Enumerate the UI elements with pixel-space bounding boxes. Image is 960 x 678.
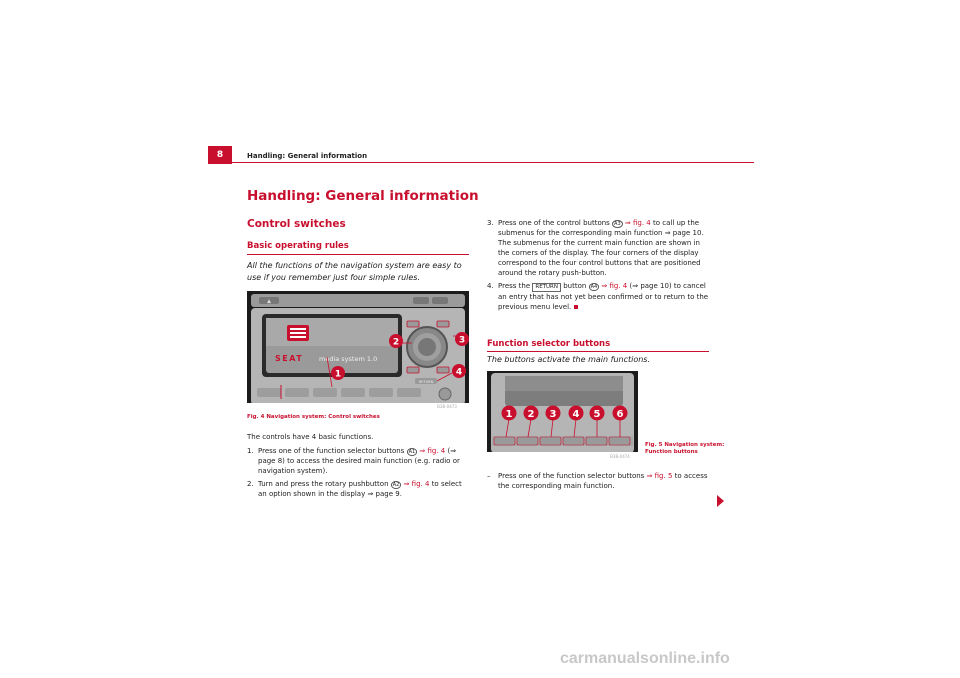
next-page-arrow-icon[interactable] <box>717 495 724 507</box>
svg-text:RETURN: RETURN <box>418 380 434 384</box>
right-bullet <box>487 471 709 491</box>
svg-text:1: 1 <box>505 409 513 420</box>
fig-link[interactable]: ⇒ fig. 5 <box>646 472 673 480</box>
lead-text: The controls have 4 basic functions. <box>247 433 374 441</box>
steps-list-left <box>247 446 469 499</box>
callout-badge-a1: A1 <box>408 449 416 455</box>
svg-text:4: 4 <box>455 367 463 378</box>
svg-text:6: 6 <box>616 409 624 420</box>
svg-text:1: 1 <box>334 369 342 380</box>
svg-text:5: 5 <box>593 409 601 420</box>
fig-link[interactable]: ⇒ fig. 4 <box>419 447 446 455</box>
figure-function-buttons <box>487 371 638 460</box>
svg-text:2: 2 <box>527 409 535 420</box>
function-buttons-illustration <box>487 371 638 460</box>
svg-text:4: 4 <box>572 409 580 420</box>
heading-function-selector-buttons: Function selector buttons <box>487 339 611 349</box>
heading-basic-operating-rules: Basic operating rules <box>247 241 349 251</box>
callout-badge-a4: A4 <box>590 284 598 290</box>
fig-link[interactable]: ⇒ fig. 4 <box>601 282 628 290</box>
callout-badge-a2: A2 <box>392 482 400 488</box>
left-body <box>247 432 469 502</box>
heading-rule <box>487 351 709 352</box>
display-model: media system 1.0 <box>319 355 378 363</box>
callout-badge-a3: A3 <box>614 221 621 227</box>
steps-list-right <box>487 218 709 312</box>
fig-link[interactable]: ⇒ fig. 4 <box>403 480 430 488</box>
figure-code: B3B-0474 <box>610 454 630 459</box>
svg-text:3: 3 <box>549 409 557 420</box>
figure-5-caption: Fig. 5 Navigation system: Function buttons <box>645 442 725 455</box>
figure-4-caption: Fig. 4 Navigation system: Control switches <box>247 414 380 420</box>
svg-text:▲: ▲ <box>267 298 271 305</box>
bullet-item: – Press one of the function selector buttons ⇒ fig. 5 to access the corresponding main function. <box>487 472 708 490</box>
radio-unit-illustration <box>247 291 469 410</box>
watermark: carmanualsonline.info <box>560 650 730 667</box>
return-key-label: RETURN <box>532 283 561 292</box>
header-rule <box>232 162 754 163</box>
fig-link[interactable]: ⇒ fig. 4 <box>624 219 651 227</box>
display-brand: SEAT <box>275 354 304 363</box>
step-4: 4. Press the RETURN button A4 ⇒ fig. 4 (⇒ page 10) to cancel an entry that has not yet been confirmed or to return to the previous menu level. <box>487 282 709 311</box>
svg-text:2: 2 <box>392 337 400 348</box>
intro-text: The buttons activate the main functions. <box>487 355 651 364</box>
step-3: 3. Press one of the control buttons A3 ⇒ fig. 4 to call up the submenus for the corresponding main function ⇒ page 10. The submenus for the current main function are shown in the corners of the display. The four corners of the display correspond to the four control buttons that are positioned around the rotary push-button. <box>487 219 704 277</box>
section-end-marker <box>574 305 578 309</box>
right-body <box>487 218 709 315</box>
running-title: Handling: General information <box>247 152 368 160</box>
step-2: 2. Turn and press the rotary pushbutton A2 ⇒ fig. 4 to select an option shown in the display ⇒ page 9. <box>247 480 462 498</box>
section-title: Handling: General information <box>247 188 479 204</box>
figure-control-switches <box>247 291 469 410</box>
intro-text: All the functions of the navigation system are easy to use if you remember just four simple rules. <box>247 261 462 282</box>
heading-rule <box>247 254 469 255</box>
seat-logo-icon <box>287 325 309 341</box>
step-1: 1. Press one of the function selector buttons A1 ⇒ fig. 4 (⇒ page 8) to access the desired main function (e.g. radio or navigation system). <box>247 447 460 475</box>
svg-text:3: 3 <box>458 335 466 346</box>
subsection-title: Control switches <box>247 218 346 230</box>
figure-code: B3B-0473 <box>437 404 457 409</box>
page-number: 8 <box>208 146 232 164</box>
